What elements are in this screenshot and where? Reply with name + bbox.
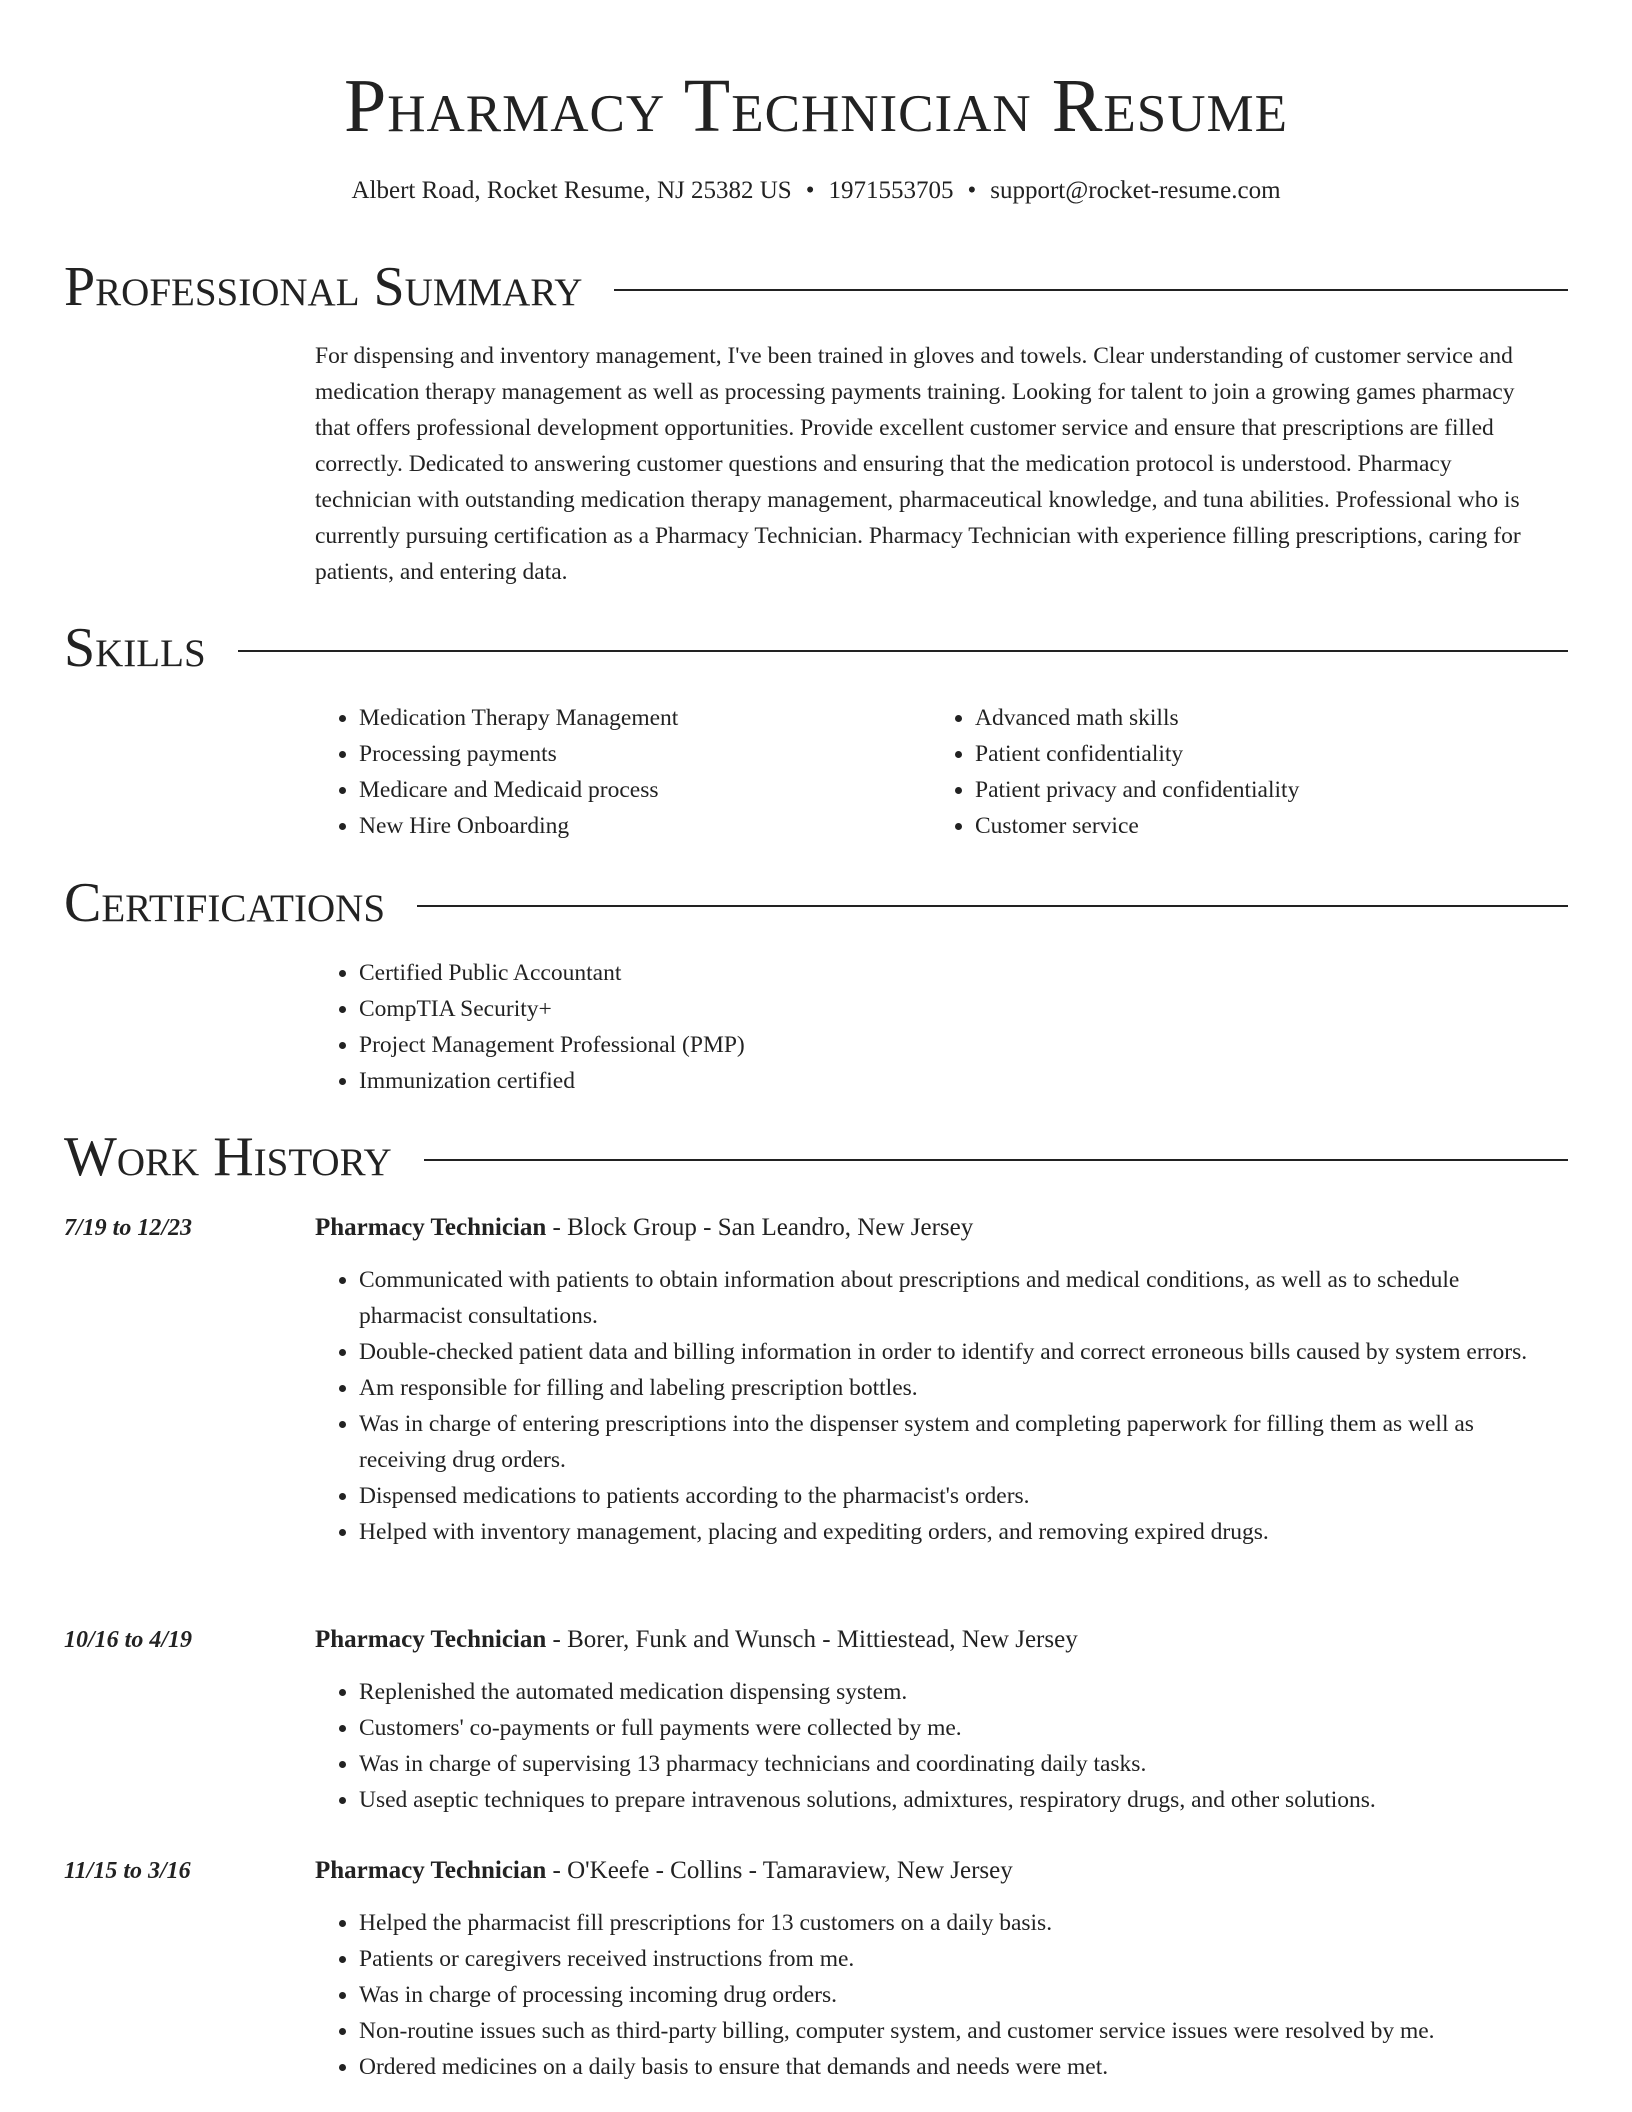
contact-phone: 1971553705 xyxy=(828,177,954,204)
job-bullet: • Communicated with patients to obtain information about prescriptions and medical conditions, as well as to schedule pharmacist consultations. xyxy=(359,1262,1552,1334)
skills-column-right xyxy=(931,700,1299,844)
skill-item: • Processing payments xyxy=(359,736,678,772)
skills-section-header xyxy=(64,615,1568,681)
job-header xyxy=(315,1853,1552,1889)
job-bullet: • Ordered medicines on a daily basis to ensure that demands and needs were met. xyxy=(359,2049,1552,2085)
certifications-section-header xyxy=(64,870,1568,936)
certification-item: • Project Management Professional (PMP) xyxy=(359,1027,745,1063)
work-history-heading: Work History xyxy=(64,1126,392,1188)
job-employer: - O'Keefe - Collins - Tamaraview, New Jersey xyxy=(546,1857,1013,1884)
job-bullets xyxy=(315,1262,1552,1550)
certification-item: • Certified Public Accountant xyxy=(359,955,745,991)
job-bullet-list xyxy=(315,1905,1552,2085)
skills-list-right xyxy=(931,700,1299,844)
job-bullet: • Customers' co-payments or full payments were collected by me. xyxy=(359,1710,1552,1746)
certifications-block xyxy=(315,955,745,1099)
summary-heading: Professional Summary xyxy=(64,256,583,318)
skill-item: • New Hire Onboarding xyxy=(359,808,678,844)
job-bullet: • Am responsible for filling and labeling prescription bottles. xyxy=(359,1370,1552,1406)
contact-address: Albert Road, Rocket Resume, NJ 25382 US xyxy=(351,177,792,204)
skills-column-left xyxy=(315,700,678,844)
section-divider xyxy=(417,905,1568,907)
job-bullet: • Patients or caregivers received instructions from me. xyxy=(359,1941,1552,1977)
contact-email: support@rocket-resume.com xyxy=(990,177,1281,204)
job-bullet: • Was in charge of entering prescriptions into the dispenser system and completing paperwork for filling them as well as receiving drug orders. xyxy=(359,1406,1552,1478)
job-dates: 10/16 to 4/19 xyxy=(64,1627,193,1653)
job-dates: 11/15 to 3/16 xyxy=(64,1858,191,1884)
certifications-list xyxy=(315,955,745,1099)
job-bullets xyxy=(315,1905,1552,2085)
skills-heading: Skills xyxy=(64,617,206,679)
contact-separator: • xyxy=(967,177,977,204)
job-bullet: • Replenished the automated medication dispensing system. xyxy=(359,1674,1552,1710)
job-title: Pharmacy Technician xyxy=(315,1626,547,1653)
certifications-heading: Certifications xyxy=(64,872,386,934)
skill-item: • Patient privacy and confidentiality xyxy=(975,772,1299,808)
section-divider xyxy=(614,289,1568,291)
job-dates: 7/19 to 12/23 xyxy=(64,1215,193,1241)
job-title: Pharmacy Technician xyxy=(315,1214,547,1241)
job-bullet: • Was in charge of supervising 13 pharmacy technicians and coordinating daily tasks. xyxy=(359,1746,1552,1782)
job-bullet-list xyxy=(315,1262,1552,1550)
job-bullet: • Helped with inventory management, placing and expediting orders, and removing expired drugs. xyxy=(359,1514,1552,1550)
job-employer: - Block Group - San Leandro, New Jersey xyxy=(546,1214,974,1241)
skills-list-left xyxy=(315,700,678,844)
job-bullet: • Double-checked patient data and billing information in order to identify and correct erroneous bills caused by system errors. xyxy=(359,1334,1552,1370)
job-bullet: • Non-routine issues such as third-party billing, computer system, and customer service issues were resolved by me. xyxy=(359,2013,1552,2049)
section-divider xyxy=(424,1159,1568,1161)
job-bullet: • Helped the pharmacist fill prescriptions for 13 customers on a daily basis. xyxy=(359,1905,1552,1941)
job-bullet: • Dispensed medications to patients according to the pharmacist's orders. xyxy=(359,1478,1552,1514)
job-bullet-list xyxy=(315,1674,1552,1818)
contact-separator: • xyxy=(805,177,815,204)
certification-item: • CompTIA Security+ xyxy=(359,991,745,1027)
job-header xyxy=(315,1210,1552,1246)
summary-text: For dispensing and inventory management, I've been trained in gloves and towels. Clear understanding of customer service and medication therapy management as well as processing payments training. Looking for talent to join a growing games pharmacy that offers professional development opportunities. Provide excellent customer service and ensure that prescriptions are filled correctly. Dedicated to answering customer questions and ensuring that the medication protocol is understood. Pharmacy technician with outstanding medication therapy management, pharmaceutical knowledge, and tuna abilities. Professional who is currently pursuing certification as a Pharmacy Technician. Pharmacy Technician with experience filling prescriptions, caring for patients, and entering data. xyxy=(315,343,1521,585)
work-history-section-header xyxy=(64,1124,1568,1190)
section-divider xyxy=(238,650,1568,652)
resume-title: Pharmacy Technician Resume xyxy=(343,64,1289,148)
contact-line xyxy=(0,174,1632,208)
skill-item: • Patient confidentiality xyxy=(975,736,1299,772)
job-bullet: • Was in charge of processing incoming drug orders. xyxy=(359,1977,1552,2013)
job-bullets xyxy=(315,1674,1552,1818)
job-title: Pharmacy Technician xyxy=(315,1857,547,1884)
skill-item: • Customer service xyxy=(975,808,1299,844)
skill-item: • Medication Therapy Management xyxy=(359,700,678,736)
certification-item: • Immunization certified xyxy=(359,1063,745,1099)
skill-item: • Medicare and Medicaid process xyxy=(359,772,678,808)
job-bullet: • Used aseptic techniques to prepare intravenous solutions, admixtures, respiratory drugs, and other solutions. xyxy=(359,1782,1552,1818)
skill-item: • Advanced math skills xyxy=(975,700,1299,736)
job-employer: - Borer, Funk and Wunsch - Mittiestead, New Jersey xyxy=(546,1626,1078,1653)
summary-section-header xyxy=(64,254,1568,320)
job-header xyxy=(315,1622,1552,1658)
